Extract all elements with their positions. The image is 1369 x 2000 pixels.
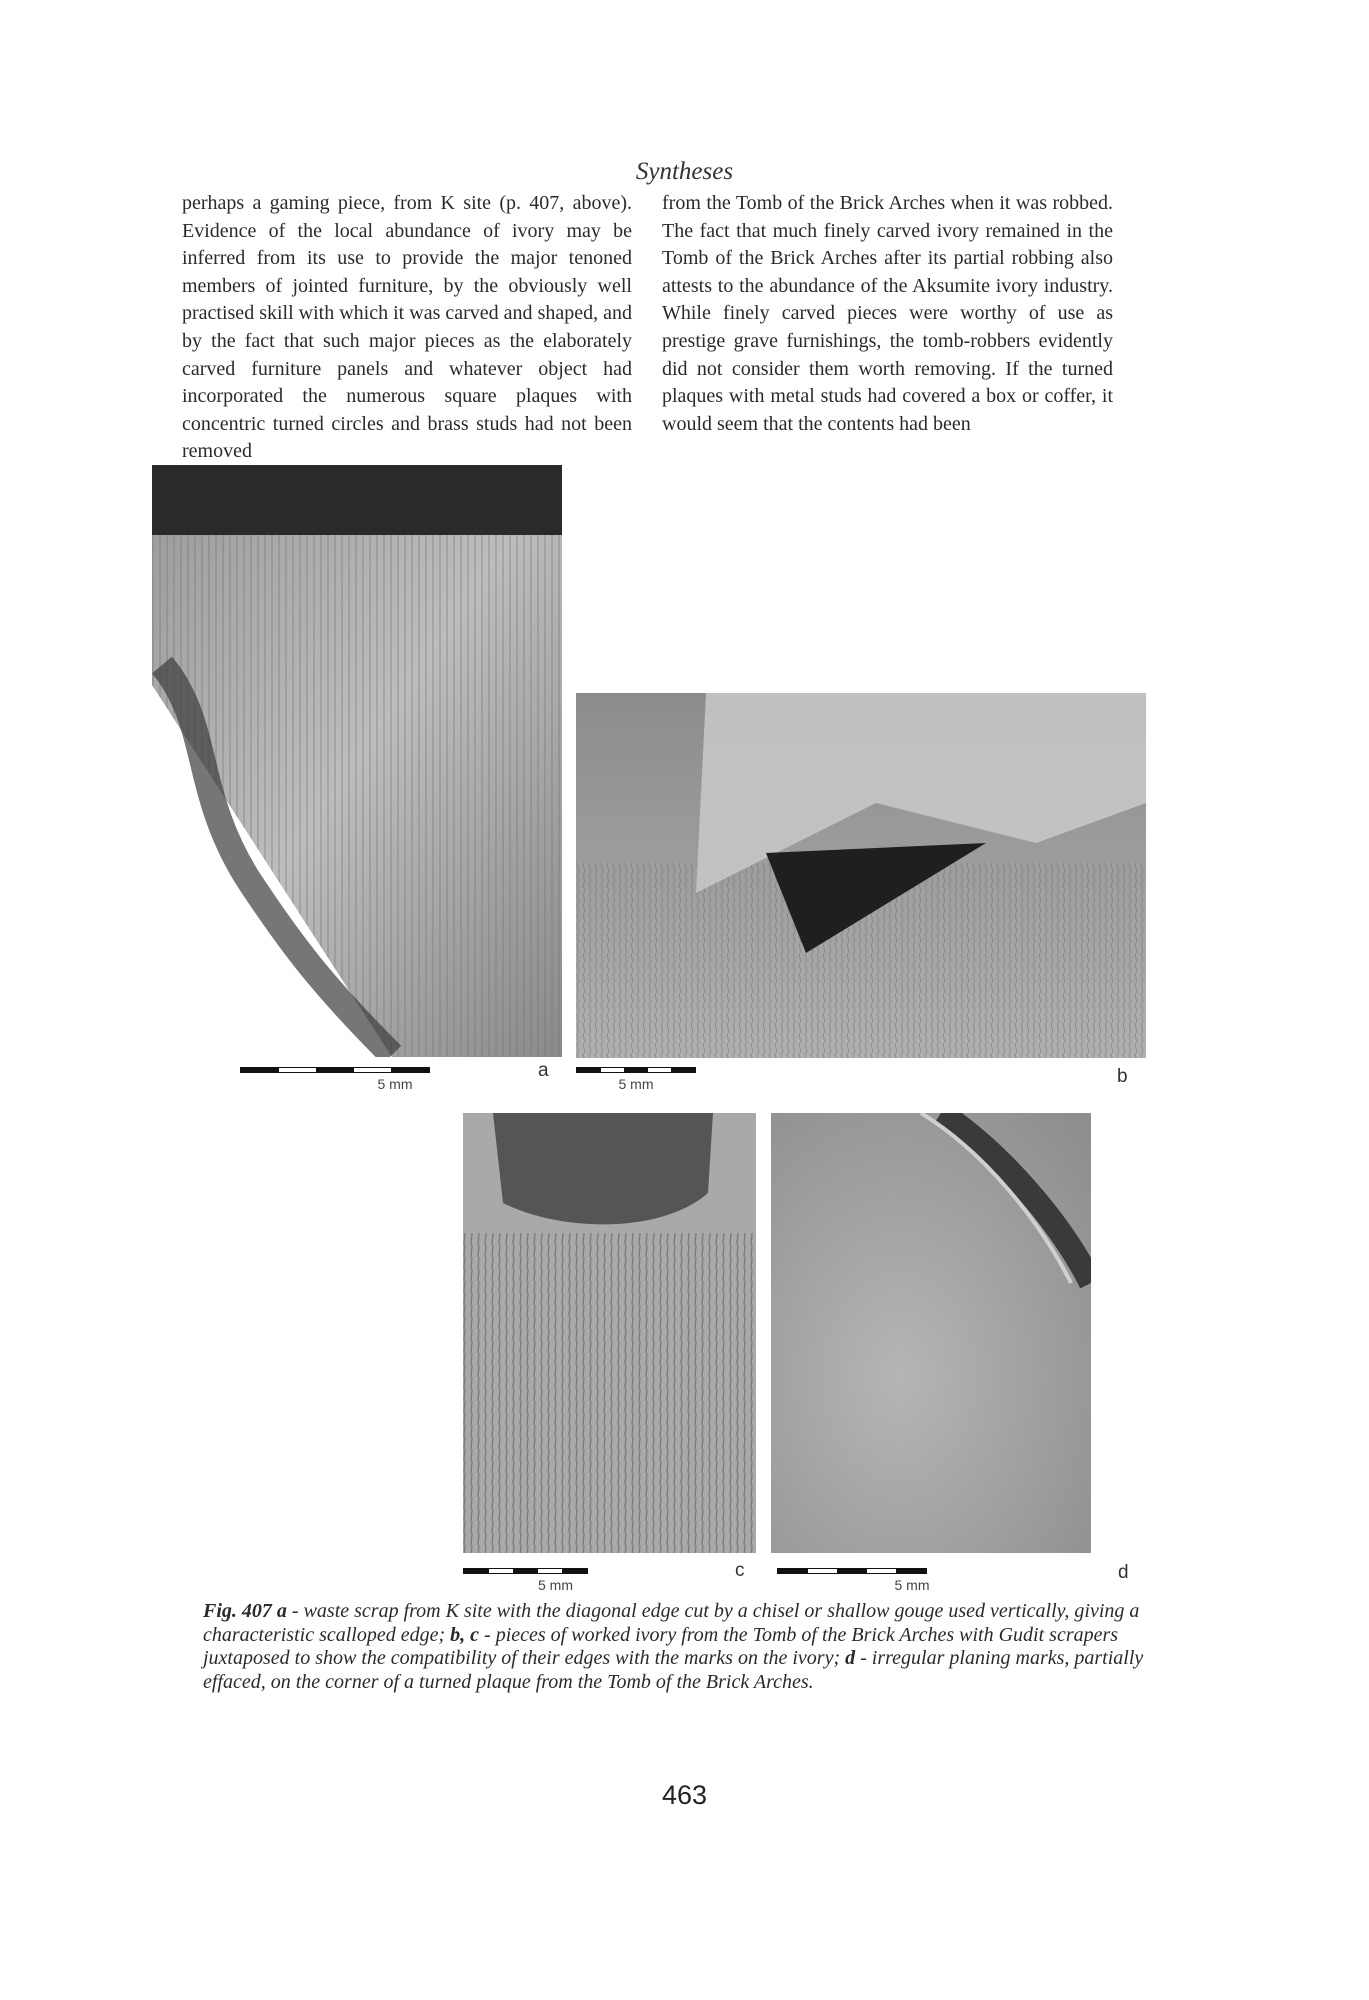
scale-bar-b xyxy=(576,1067,696,1093)
panel-label-b: b xyxy=(1117,1066,1128,1087)
photo-panel-a xyxy=(152,465,562,1057)
page-number: 463 xyxy=(661,1780,708,1810)
photo-panel-d xyxy=(771,1113,1091,1553)
ivory-plaque-photo-d xyxy=(771,1113,1091,1553)
figure-number: Fig. 407 xyxy=(203,1600,272,1622)
scale-unit-label: 5 mm xyxy=(538,1577,573,1593)
text-column-right xyxy=(662,190,1113,438)
caption-text-bc: - pieces of worked ivory from the Tomb of the Brick Arches with Gudit scrapers juxtaposed to show the compatibility of their edges with the marks on the ivory; xyxy=(203,1623,1119,1669)
ivory-scrap-photo-a xyxy=(152,465,562,1057)
caption-key-d: d xyxy=(845,1647,856,1669)
panel-label-c: c xyxy=(735,1560,745,1581)
caption-text-a: - waste scrap from K site with the diagonal edge cut by a chisel or shallow gouge used vertically, giving a characteristic scalloped edge; xyxy=(203,1600,1140,1646)
body-paragraph-left: perhaps a gaming piece, from K site (p. 407, above). Evidence of the local abundance of ivory may be inferred from its use to provide the major tenoned members of jointed furniture, by the obviously well practised skill with which it was carved and shaped, and by the fact that such major pieces as the elaborately carved furniture panels and whatever object had incorporated the numerous square plaques with concentric turned circles and brass studs had not been removed xyxy=(182,192,632,463)
panel-label-d: d xyxy=(1118,1562,1129,1583)
scale-bar-graphic xyxy=(463,1568,588,1574)
scale-bar-d xyxy=(777,1568,930,1594)
scale-bar-graphic xyxy=(576,1067,696,1073)
caption-text-d: - irregular planing marks, partially effaced, on the corner of a turned plaque from the Tomb of the Brick Arches. xyxy=(203,1647,1144,1693)
caption-key-a: a xyxy=(276,1600,287,1622)
panel-label-a: a xyxy=(538,1060,549,1081)
figure-caption xyxy=(203,1600,1168,1694)
scale-bar-graphic xyxy=(777,1568,927,1574)
scale-bar-graphic xyxy=(240,1067,430,1073)
caption-key-bc: b, c xyxy=(450,1623,480,1646)
body-paragraph-right: from the Tomb of the Brick Arches when it was robbed. The fact that much finely carved ivory remained in the Tomb of the Brick Arches after its partial robbing also attests to the abundance of the Aksumite ivory industry. While finely carved pieces were worthy of use as prestige grave furnishings, the tomb-robbers evidently did not consider them worth removing. If the turned plaques with metal studs had covered a box or coffer, it would seem that the contents had been xyxy=(662,192,1113,435)
scale-bar-c xyxy=(463,1568,588,1594)
ivory-piece-photo-b xyxy=(576,693,1146,1058)
scale-unit-label: 5 mm xyxy=(618,1076,654,1092)
text-column-left xyxy=(182,190,632,466)
photo-panel-c xyxy=(463,1113,756,1553)
scale-unit-label: 5 mm xyxy=(377,1076,413,1092)
scale-unit-label: 5 mm xyxy=(894,1577,930,1593)
ivory-piece-photo-c xyxy=(463,1113,756,1553)
running-header: Syntheses xyxy=(635,158,734,185)
photo-panel-b xyxy=(576,693,1146,1058)
scale-bar-a xyxy=(240,1067,430,1093)
